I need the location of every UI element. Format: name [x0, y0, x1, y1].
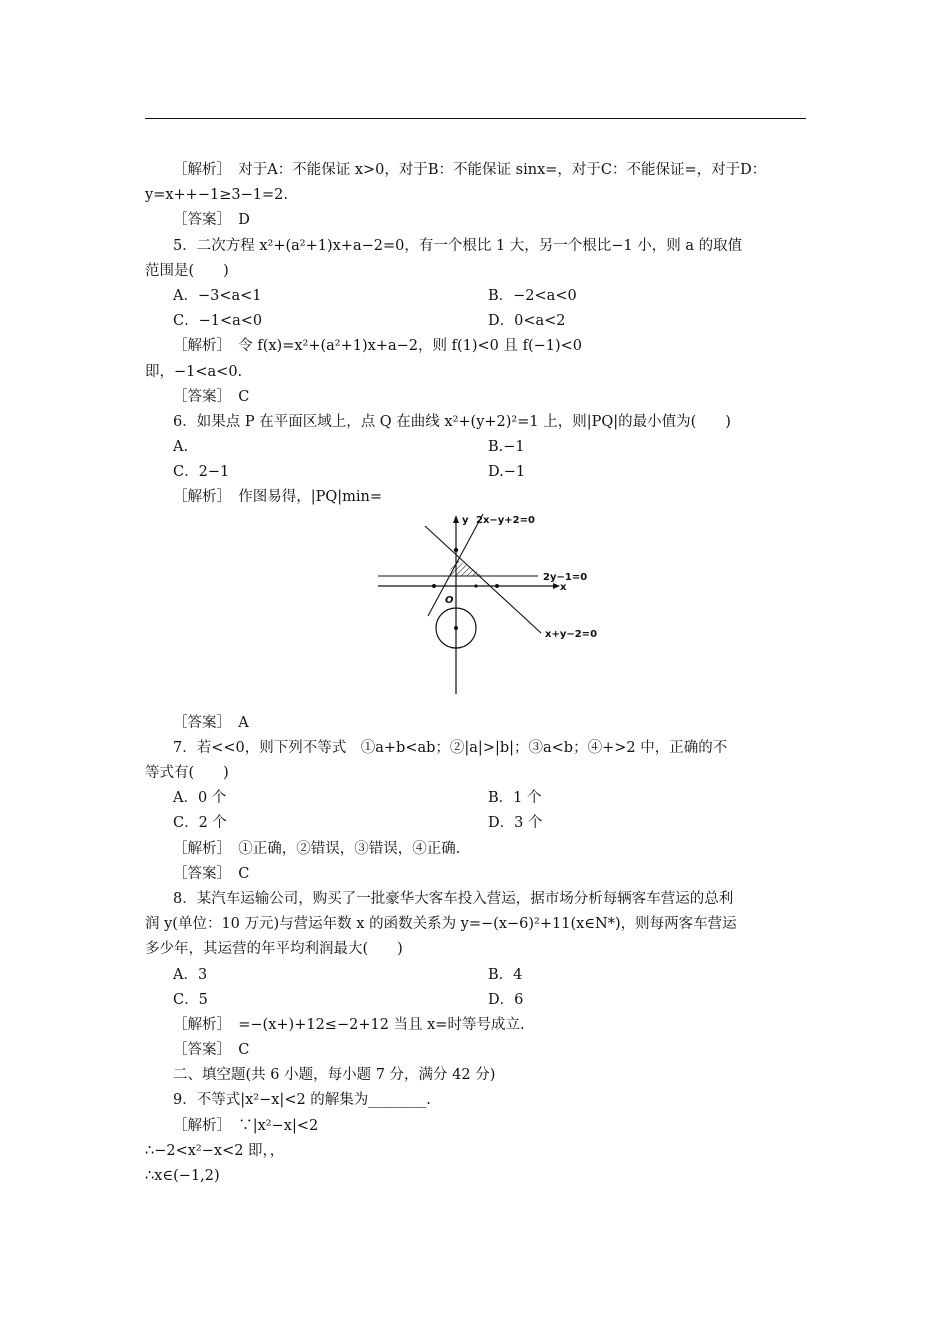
q8-answer: ［答案］ C [173, 1042, 250, 1059]
q5-option-a: A．−3<a<1 [173, 287, 262, 304]
q6-option-c: C．2−1 [173, 464, 230, 481]
q9-stem: 9．不等式|x²−x|<2 的解集为________. [173, 1092, 431, 1109]
q6-stem: 6．如果点 P 在平面区域上，点 Q 在曲线 x²+(y+2)²=1 上，则|PQ|的最小值为( ) [173, 413, 731, 430]
q9-step: ∴−2<x²−x<2 即，， [145, 1142, 285, 1159]
region-diagram [373, 511, 613, 709]
x-axis-label: x [560, 581, 567, 593]
q8-options-row2 [173, 988, 806, 1013]
q6-analysis: ［解析］ 作图易得，|PQ|min= [173, 489, 383, 506]
q6-option-d: D.−1 [488, 464, 526, 481]
y-axis-arrow [453, 515, 459, 523]
q6-figure [173, 511, 806, 711]
q7-stem: 7．若<<0，则下列不等式 ①a+b<ab；②|a|>|b|；③a<b；④+>2 中，正确的不 [173, 739, 728, 756]
q6-option-b: B.−1 [488, 439, 525, 456]
origin-label: O [445, 594, 454, 606]
point-x-neg [432, 584, 436, 588]
q7-analysis: ［解析］ ①正确，②错误，③错误，④正确. [173, 840, 461, 857]
q8-analysis: ［解析］ =−(x+)+12≤−2+12 当且 x=时等号成立. [173, 1016, 525, 1033]
q7-answer: ［答案］ C [173, 865, 250, 882]
q7-option-a: A．0 个 [173, 790, 227, 807]
q8-option-a: A．3 [173, 966, 208, 983]
q6-option-a: A. [173, 439, 189, 456]
y-axis-label: y [462, 514, 469, 526]
q5-analysis-cont: 即，−1<a<0. [145, 363, 243, 380]
q5-options-row1 [173, 284, 806, 309]
point-x-mid [474, 584, 477, 587]
q5-options-row2 [173, 309, 806, 334]
q8-stem: 8．某汽车运输公司，购买了一批豪华大客车投入营运，据市场分析每辆客车营运的总利 [173, 890, 734, 907]
q8-option-b: B．4 [488, 966, 523, 983]
q6-answer: ［答案］ A [173, 714, 249, 731]
q4-answer: ［答案］ D [173, 212, 250, 229]
line-x+y-2 [425, 526, 541, 633]
section-heading: 二、填空题(共 6 小题，每小题 7 分，满分 42 分) [173, 1067, 496, 1084]
q5-analysis: ［解析］ 令 f(x)=x²+(a²+1)x+a−2，则 f(1)<0 且 f(−1)<0 [173, 338, 583, 355]
q5-stem: 5．二次方程 x²+(a²+1)x+a−2=0，有一个根比 1 大，另一个根比−1 小，则 a 的取值 [173, 237, 743, 254]
header-rule [145, 118, 806, 119]
point-x-pos [495, 584, 499, 588]
q6-options-row1 [173, 435, 806, 460]
q8-stem-cont2: 多少年，其运营的年平均利润最大( ) [145, 941, 403, 958]
line-2y-1-label: 2y−1=0 [543, 571, 588, 583]
q7-stem-cont: 等式有( ) [145, 765, 229, 781]
q6-options-row2 [173, 460, 806, 485]
q8-options-row1 [173, 963, 806, 988]
q9-analysis: ［解析］ ∵|x²−x|<2 [173, 1117, 319, 1134]
page-content [145, 158, 806, 1189]
shaded-region [447, 559, 484, 576]
x-axis-arrow [553, 583, 560, 589]
point-y-intercept [454, 547, 458, 551]
q8-option-c: C．5 [173, 991, 208, 1008]
q7-options-row2 [173, 811, 806, 836]
line-2x-y+2-label: 2x−y+2=0 [476, 514, 535, 526]
q8-option-d: D．6 [488, 991, 524, 1008]
q5-option-b: B．−2<a<0 [488, 287, 577, 304]
q5-answer: ［答案］ C [173, 388, 250, 405]
q7-option-c: C．2 个 [173, 815, 227, 832]
q4-analysis-cont: y=x++−1≥3−1=2. [145, 187, 288, 204]
q9-result: ∴x∈(−1,2) [145, 1168, 220, 1184]
q8-stem-cont1: 润 y(单位：10 万元)与营运年数 x 的函数关系为 y=−(x−6)²+11(x∈N*)，则每两客车营运 [145, 916, 737, 933]
q7-option-d: D．3 个 [488, 815, 543, 832]
q7-option-b: B．1 个 [488, 790, 542, 807]
q5-stem-cont: 范围是( ) [145, 262, 229, 279]
q5-option-d: D．0<a<2 [488, 313, 566, 330]
line-x+y-2-label: x+y−2=0 [545, 628, 598, 640]
q5-option-c: C．−1<a<0 [173, 313, 263, 330]
circle-center [454, 626, 458, 630]
q7-options-row1 [173, 786, 806, 811]
q4-analysis: ［解析］ 对于A：不能保证 x>0，对于B：不能保证 sinx=，对于C：不能保证=，对于D： [173, 162, 767, 178]
